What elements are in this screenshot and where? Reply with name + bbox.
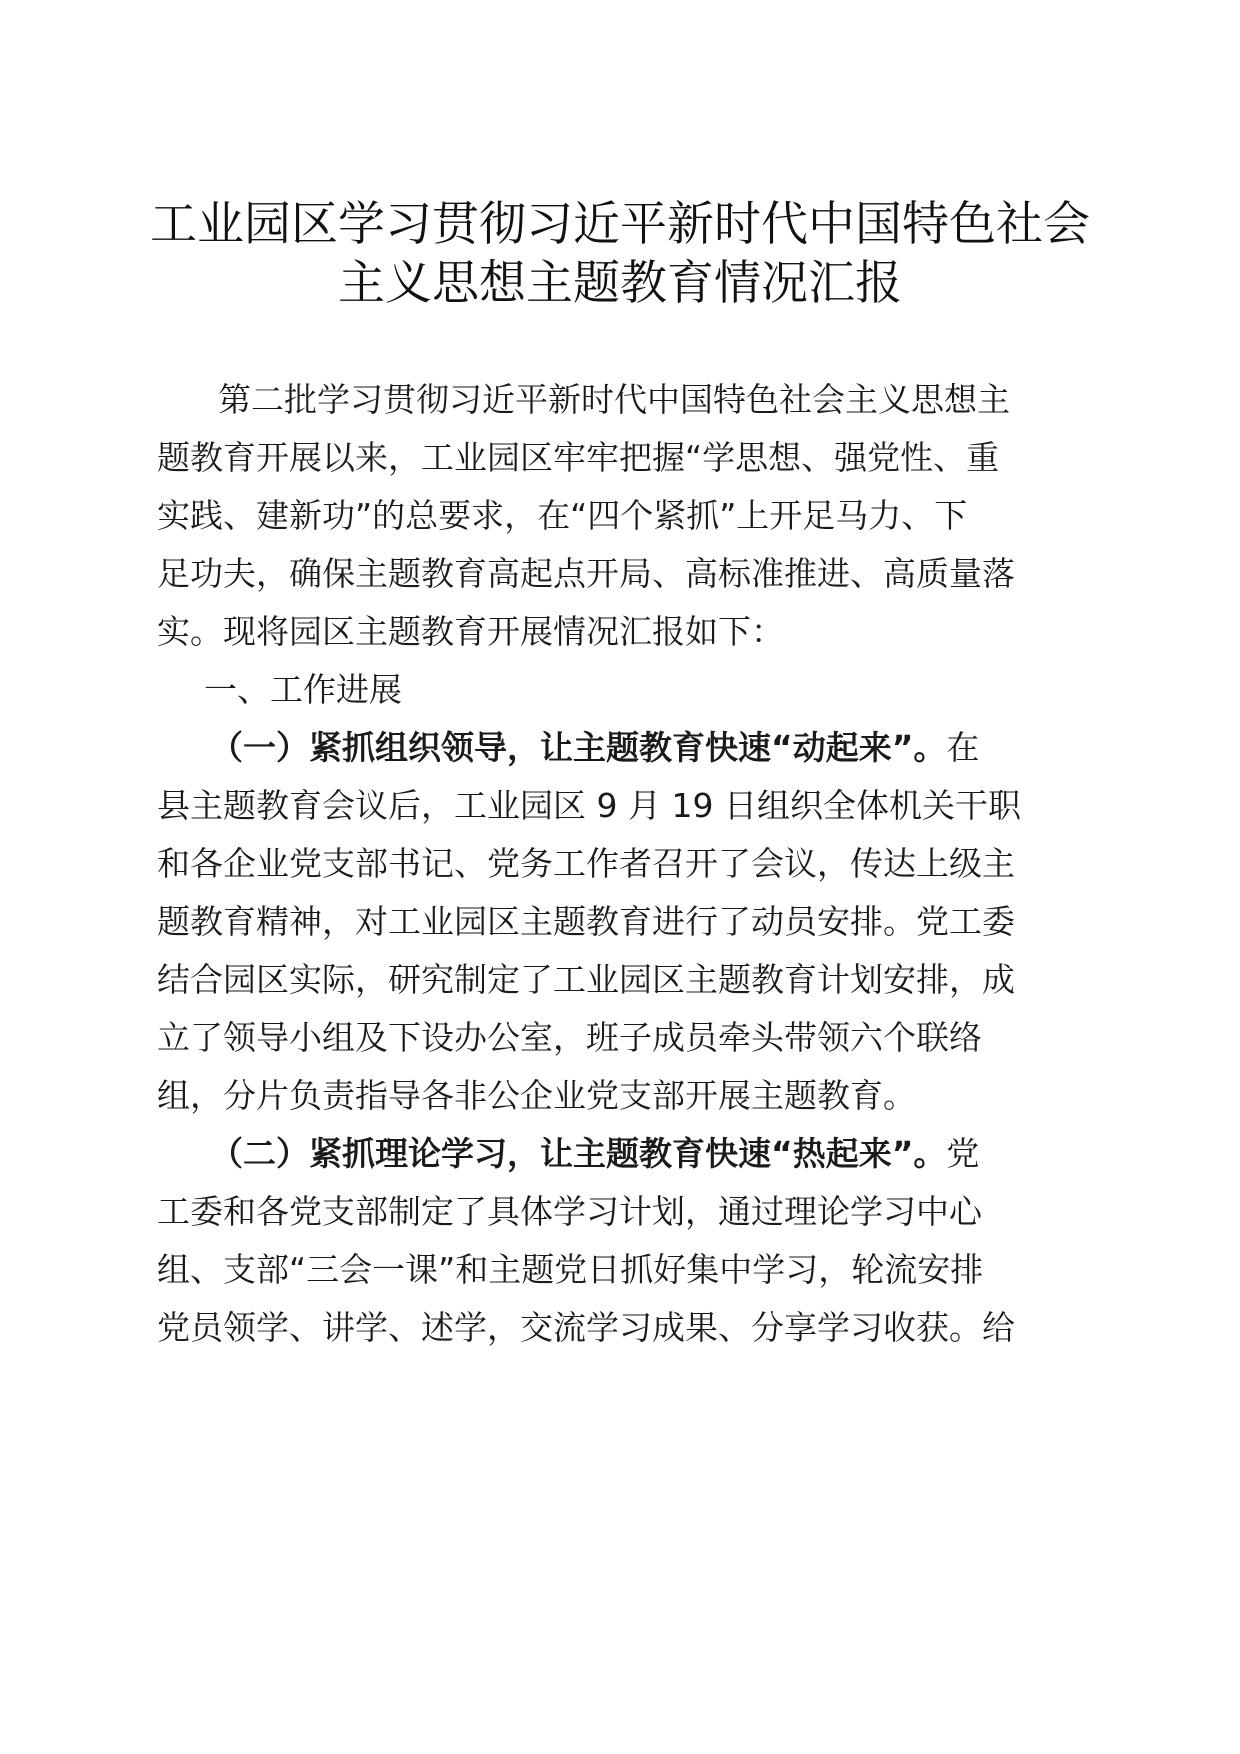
subsection-2-heading: （二）紧抓理论学习，让主题教育快速“热起来”。 [210,1134,947,1173]
subsection-2-line-4: 党员领学、讲学、述学，交流学习成果、分享学习收获。给 [157,1308,1015,1347]
subsection-2-first-line [210,1134,979,1174]
subsection-1-line-7: 组，分片负责指导各非公企业党支部开展主题教育。 [157,1076,916,1115]
document-title-line-1: 工业园区学习贯彻习近平新时代中国特色社会 [150,197,1090,252]
intro-line-4: 足功夫，确保主题教育高起点开局、高标准推进、高质量落 [157,554,1015,593]
intro-line-1: 第二批学习贯彻习近平新时代中国特色社会主义思想主 [218,380,1010,419]
subsection-1-first-line-rest: 在 [946,728,980,767]
subsection-1-heading: （一）紧抓组织领导，让主题教育快速“动起来”。 [210,728,947,767]
subsection-2-first-line-rest: 党 [946,1134,980,1173]
subsection-2-line-2: 工委和各党支部制定了具体学习计划，通过理论学习中心 [157,1192,982,1231]
intro-line-5: 实。现将园区主题教育开展情况汇报如下： [157,612,784,651]
subsection-2-line-3: 组、支部“三会一课”和主题党日抓好集中学习，轮流安排 [157,1250,984,1289]
subsection-1-line-4: 题教育精神，对工业园区主题教育进行了动员安排。党工委 [157,902,1015,941]
subsection-1-first-line [210,728,979,768]
intro-line-3: 实践、建新功”的总要求，在“四个紧抓”上开足马力、下 [157,496,968,535]
subsection-1-line-3: 和各企业党支部书记、党务工作者召开了会议，传达上级主 [157,844,1015,883]
intro-line-2: 题教育开展以来，工业园区牢牢把握“学思想、强党性、重 [157,438,1000,477]
subsection-1-line-2: 县主题教育会议后，工业园区 9 月 19 日组织全体机关干职 [157,786,1021,825]
subsection-1-line-5: 结合园区实际，研究制定了工业园区主题教育计划安排，成 [157,960,1015,999]
document-title-line-2: 主义思想主题教育情况汇报 [338,256,902,311]
subsection-1-line-6: 立了领导小组及下设办公室，班子成员牵头带领六个联络 [157,1018,982,1057]
section-heading: 一、工作进展 [204,670,402,709]
